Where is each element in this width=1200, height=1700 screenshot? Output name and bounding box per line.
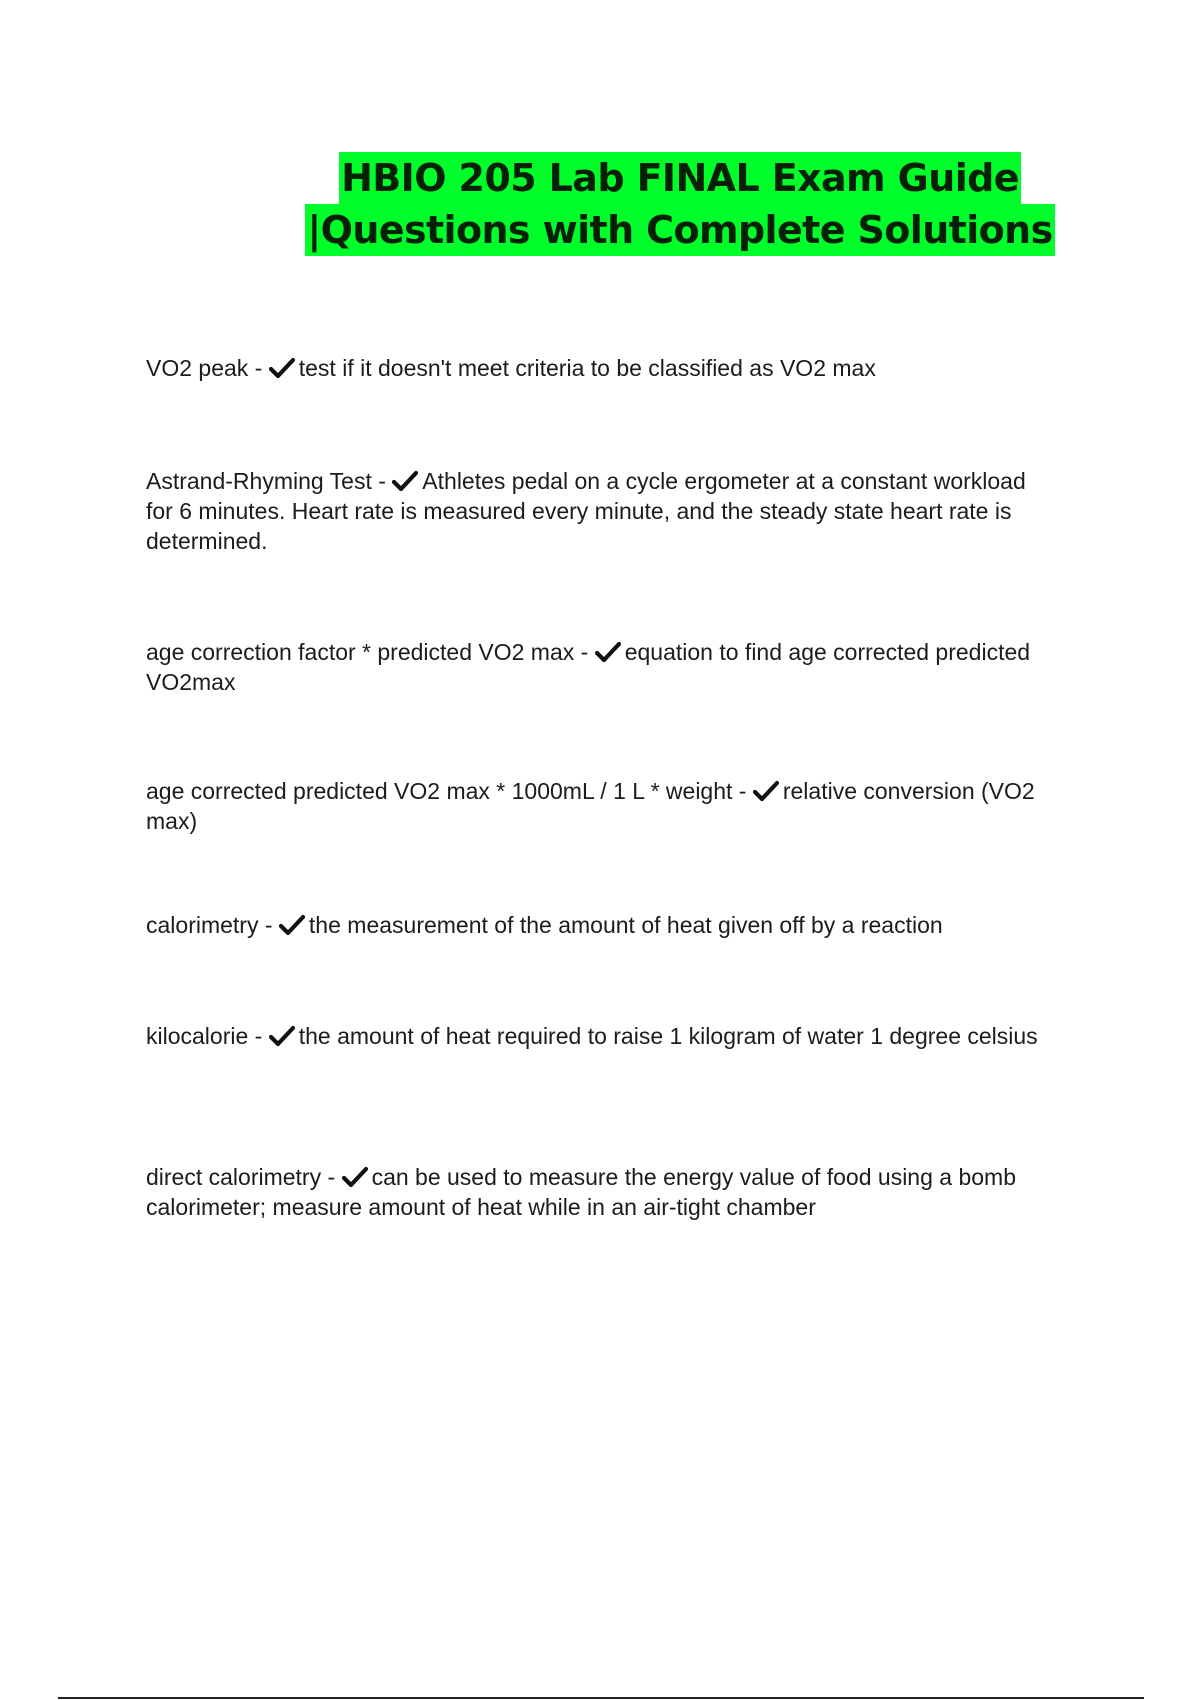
separator: - — [321, 1164, 342, 1190]
question-term: direct calorimetry — [146, 1164, 322, 1190]
separator: - — [732, 778, 753, 804]
separator: - — [574, 639, 595, 665]
answer-text: can be used to measure the energy value of food using a bomb calorimeter; measure amount of heat while in an air-tight chamber — [146, 1164, 1016, 1220]
qa-entry — [146, 466, 1046, 556]
qa-entry — [146, 353, 1046, 383]
qa-entry — [146, 1162, 1046, 1222]
answer-text: relative conversion (VO2 max) — [146, 778, 1035, 834]
check-icon — [392, 470, 418, 492]
answer-text: the measurement of the amount of heat given off by a reaction — [308, 912, 943, 938]
qa-entry — [146, 637, 1046, 697]
title-line-1: HBIO 205 Lab FINAL Exam Guide — [339, 152, 1021, 204]
question-term: Astrand-Rhyming Test — [146, 468, 372, 494]
answer-text: the amount of heat required to raise 1 kilogram of water 1 degree celsius — [298, 1023, 1038, 1049]
question-term: age correction factor * predicted VO2 max — [146, 639, 575, 665]
check-icon — [342, 1166, 368, 1188]
title-line-2: |Questions with Complete Solutions — [305, 204, 1054, 256]
separator: - — [258, 912, 279, 938]
question-term: age corrected predicted VO2 max * 1000mL / 1 L * weight — [146, 778, 733, 804]
document-title — [300, 152, 1060, 256]
qa-entry — [146, 1021, 1046, 1051]
question-term: kilocalorie — [146, 1023, 249, 1049]
answer-text: equation to find age corrected predicted VO2max — [146, 639, 1031, 695]
qa-entry — [146, 776, 1046, 836]
answer-text: Athletes pedal on a cycle ergometer at a constant workload for 6 minutes. Heart rate is measured every minute, and the steady state heart rate is determined. — [146, 468, 1026, 554]
check-icon — [269, 357, 295, 379]
check-icon — [279, 914, 305, 936]
check-icon — [595, 641, 621, 663]
check-icon — [269, 1025, 295, 1047]
check-icon — [753, 780, 779, 802]
separator: - — [248, 1023, 269, 1049]
qa-entry — [146, 910, 1046, 940]
separator: - — [371, 468, 393, 494]
separator: - — [248, 355, 269, 381]
question-term: calorimetry — [146, 912, 259, 938]
footer-divider — [58, 1697, 1144, 1699]
question-term: VO2 peak — [146, 355, 249, 381]
answer-text: test if it doesn't meet criteria to be classified as VO2 max — [298, 355, 876, 381]
